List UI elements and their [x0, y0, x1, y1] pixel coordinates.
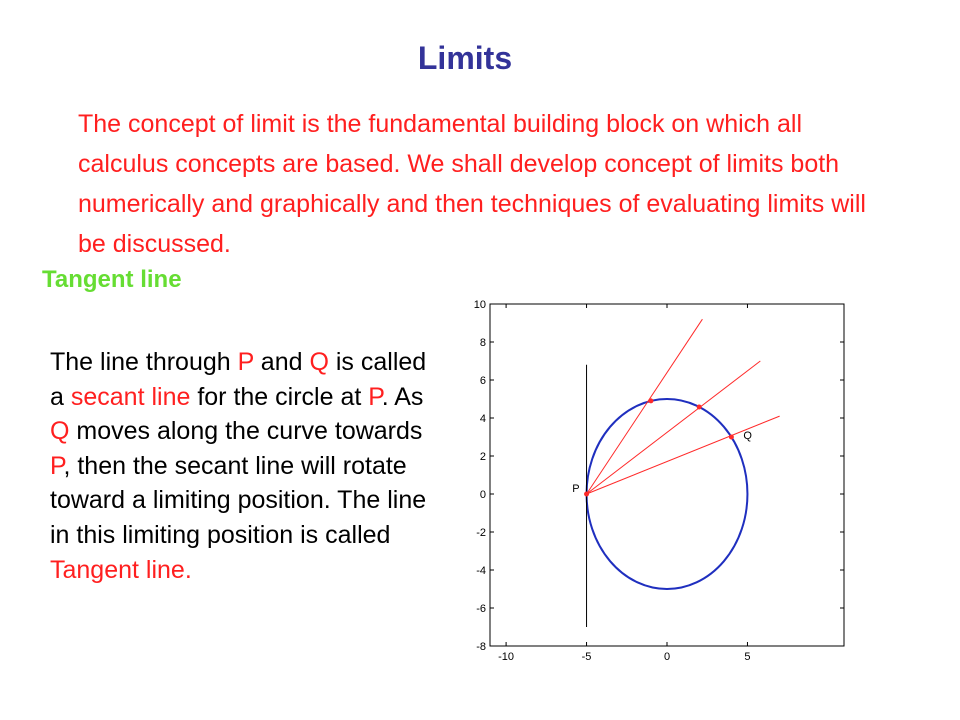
secant-line-term: secant line: [70, 382, 191, 411]
y-tick-label: 4: [479, 413, 486, 425]
y-tick-label: 10: [473, 299, 486, 311]
x-tick-label: 0: [663, 651, 671, 663]
body-text-1: The line through: [50, 348, 238, 376]
secant-point: [648, 398, 653, 403]
body-text-5: . As: [381, 382, 424, 411]
secant-line: [587, 416, 780, 494]
section-heading: Tangent line: [42, 266, 182, 293]
body-text-7: , then the secant line will rotate toward a limiting position. The line in this limiting position is called: [50, 451, 427, 549]
y-tick-label: -8: [476, 641, 486, 653]
x-tick-label: -10: [498, 651, 515, 663]
secant-line: [587, 361, 761, 494]
page-title: Limits: [417, 40, 513, 76]
secant-point: [697, 404, 702, 409]
point-p: [584, 492, 589, 497]
x-tick-label: -5: [581, 651, 592, 663]
y-tick-label: 8: [479, 337, 486, 349]
y-tick-label: -4: [476, 565, 486, 577]
point-q-mention: Q: [50, 417, 70, 446]
intro-paragraph: The concept of limit is the fundamental building block on which all calculus concepts are based. We shall develop concept of limits both numerically and graphically and then techniques of evaluating limits will be discussed.: [78, 110, 866, 258]
secant-point: [729, 435, 734, 440]
circle-curve: [587, 399, 748, 589]
tangent-line-term: Tangent line.: [50, 555, 192, 584]
point-p-label: P: [572, 483, 580, 495]
point-p-mention: P: [368, 382, 382, 411]
point-p-mention: P: [50, 451, 64, 480]
x-tick-label: 5: [744, 651, 751, 663]
body-paragraph: [50, 345, 440, 587]
point-q-mention: Q: [309, 348, 329, 376]
y-tick-label: 6: [479, 375, 486, 387]
secant-tangent-plot: [440, 290, 860, 670]
y-tick-label: 2: [479, 451, 486, 463]
body-text-3: is called a: [50, 348, 427, 411]
point-p-mention: P: [237, 348, 254, 376]
body-text-2: and: [253, 348, 310, 376]
secant-line: [587, 319, 703, 494]
body-text-6: moves along the curve towards: [69, 417, 423, 446]
plot-frame: [490, 304, 844, 646]
point-q-label: Q: [743, 430, 752, 442]
y-tick-label: 0: [479, 489, 486, 501]
body-text-4: for the circle at: [190, 382, 369, 411]
y-tick-label: -6: [476, 603, 486, 615]
y-tick-label: -2: [476, 527, 486, 539]
